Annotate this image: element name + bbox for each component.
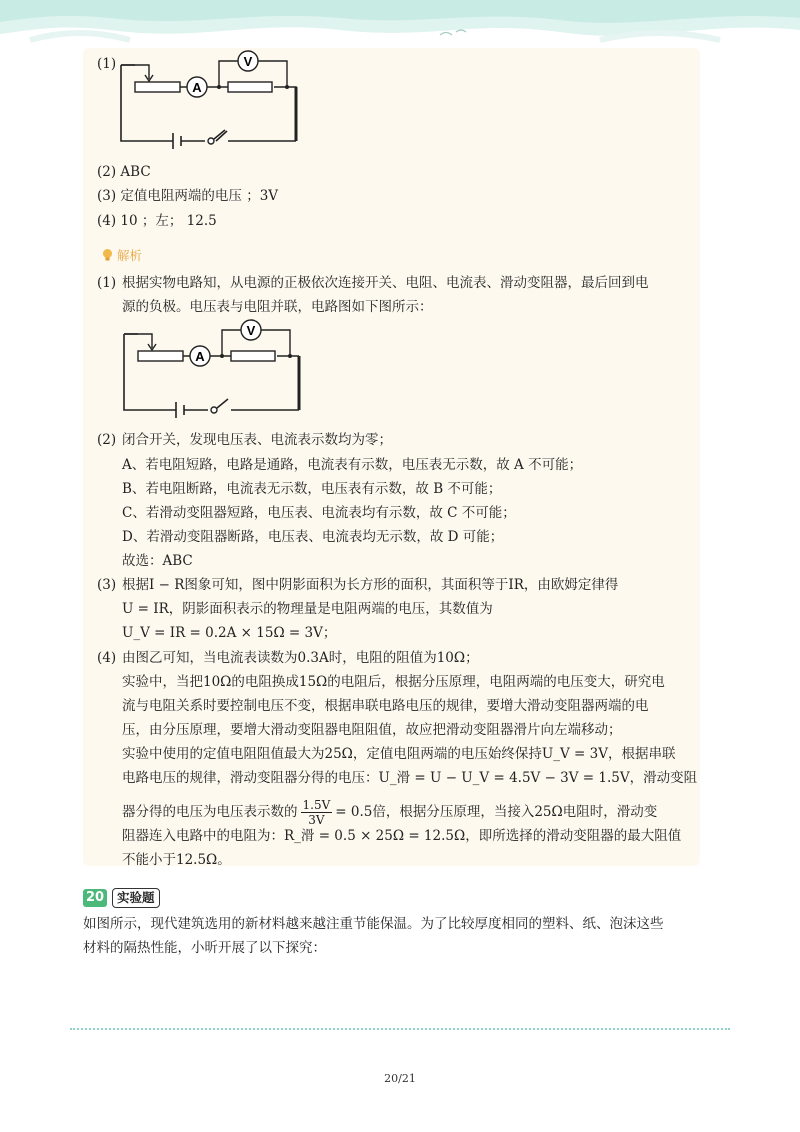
analysis-2-number: (2) xyxy=(97,432,117,448)
footer-divider xyxy=(70,1028,730,1030)
analysis-4-line: 实验中，当把10Ω的电阻换成15Ω的电阻后，根据分压原理，电阻两端的电压变大，研究电 xyxy=(122,674,665,690)
analysis-4-line: 阻器连入电路中的电阻为：R_滑 = 0.5 × 25Ω = 12.5Ω，即所选择的滑动变阻器的最大阻值 xyxy=(122,828,682,844)
fraction: $\frac{1.5V}{3V}$ xyxy=(302,798,331,827)
analysis-1-line: 根据实物电路知，从电源的正极依次连接开关、电阻、电流表、滑动变阻器，最后回到电 xyxy=(122,275,649,291)
answer-3: (3) 定值电阻两端的电压 ；3V xyxy=(97,188,279,204)
analysis-4-line: 由图乙可知，当电流表读数为0.3A时，电阻的阻值为10Ω； xyxy=(122,650,479,666)
svg-text:A: A xyxy=(195,349,205,364)
analysis-3-line: U = IR，阴影面积表示的物理量是电阻两端的电压，其数值为 xyxy=(122,601,493,617)
analysis-2-line: 故选：ABC xyxy=(122,553,193,569)
question-text: 如图所示，现代建筑选用的新材料越来越注重节能保温。为了比较厚度相同的塑料、纸、泡沫这些 xyxy=(83,916,664,932)
analysis-2-line: D、若滑动变阻器断路，电压表、电流表均无示数，故 D 可能； xyxy=(122,529,504,545)
analysis-4-line: 不能小于12.5Ω。 xyxy=(122,852,231,868)
analysis-2-line: A、若电阻短路，电路是通路，电流表有示数，电压表无示数，故 A 不可能； xyxy=(122,457,583,473)
analysis-4-line: 压，由分压原理，要增大滑动变阻器电阻阻值，故应把滑动变阻器滑片向左端移动； xyxy=(122,722,622,738)
page-number: 20/21 xyxy=(384,1072,416,1085)
analysis-4-number: (4) xyxy=(97,650,117,666)
answer-2: (2) ABC xyxy=(97,164,151,180)
analysis-4-line: 器分得的电压为电压表示数的 $\frac{1.5V}{3V}$ = 0.5倍，根据分压原理，当接入25Ω电阻时，滑动变 xyxy=(122,798,658,827)
lightbulb-icon xyxy=(101,248,114,262)
analysis-4-line: 流与电阻关系时要控制电压不变，根据串联电路电压的规律，要增大滑动变阻器两端的电 xyxy=(122,698,649,714)
analysis-3-line: 根据I − R图象可知，图中阴影面积为长方形的面积，其面积等于IR，由欧姆定律得 xyxy=(122,577,619,593)
analysis-2-line: B、若电阻断路，电流表无示数，电压表有示数，故 B 不可能； xyxy=(122,481,502,497)
analysis-2-line: C、若滑动变阻器短路，电压表、电流表均有示数，故 C 不可能； xyxy=(122,505,516,521)
answer-4: (4) 10 ；左； 12.5 xyxy=(97,213,217,229)
analysis-1-number: (1) xyxy=(97,275,117,291)
answer-1-label: (1) xyxy=(97,56,117,72)
analysis-1-line: 源的负极。电压表与电阻并联，电路图如下图所示： xyxy=(122,299,433,315)
svg-text:V: V xyxy=(243,54,253,69)
question-number-badge: 20 xyxy=(83,889,107,907)
question-type-tag: 实验题 xyxy=(112,888,160,908)
analysis-4-line: 电路电压的规律，滑动变阻器分得的电压：U_滑 = U − U_V = 4.5V − 3V = 1.5V，滑动变阻 xyxy=(122,770,698,786)
svg-text:A: A xyxy=(192,80,202,95)
analysis-circuit-diagram xyxy=(118,318,308,422)
analysis-2-line: 闭合开关，发现电压表、电流表示数均为零； xyxy=(122,432,392,448)
answer-circuit-diagram xyxy=(115,49,305,153)
question-text: 材料的隔热性能，小昕开展了以下探究： xyxy=(83,940,326,956)
analysis-label: 解析 xyxy=(101,246,142,264)
analysis-4-line: 实验中使用的定值电阻阻值最大为25Ω，定值电阻两端的电压始终保持U_V = 3V，根据串联 xyxy=(122,746,676,762)
analysis-3-number: (3) xyxy=(97,577,117,593)
svg-text:V: V xyxy=(246,323,256,338)
analysis-3-line: U_V = IR = 0.2A × 15Ω = 3V； xyxy=(122,625,337,641)
